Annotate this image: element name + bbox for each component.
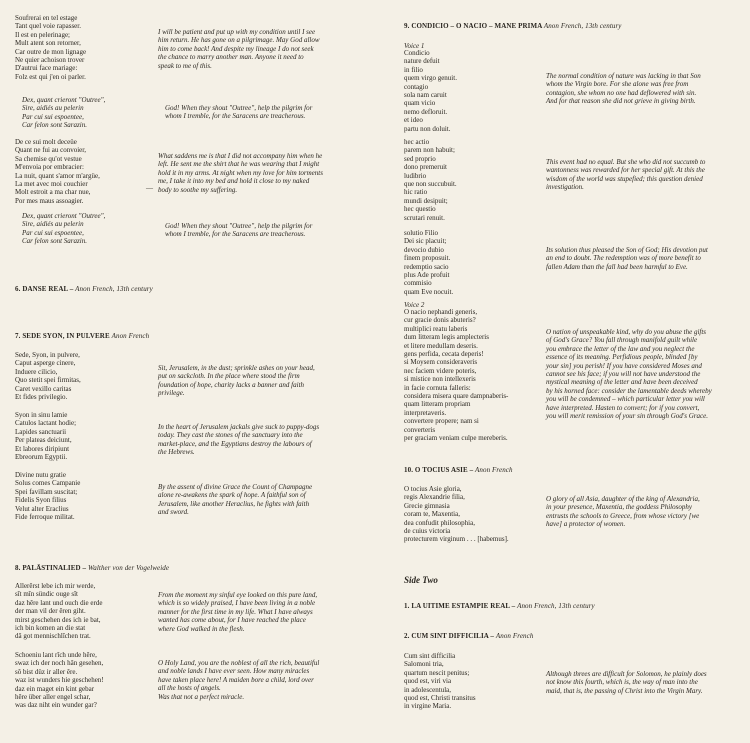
- text-line: not know this fourth, which is, the way of man into the: [546, 678, 698, 687]
- text-line: gens perfida, cecata deperis!: [404, 350, 484, 359]
- track-number: 6.: [15, 285, 21, 293]
- text-line: cannot see his face; if you will not have understood the: [546, 370, 701, 379]
- text-line: Caret vexillo caritas: [15, 384, 72, 393]
- text-line: Its solution thus pleased the Son of God; His devotion put: [546, 246, 708, 254]
- text-line: mystical meaning of the letter and have been deceived: [546, 378, 698, 387]
- text-line: Syon in sinu lamie: [15, 411, 68, 419]
- text-line: O nacio nephandi generis,: [404, 308, 478, 316]
- text-line: Soufrerai en tel estage: [15, 14, 78, 22]
- track-heading-7: [15, 332, 149, 340]
- verse-block: [404, 49, 534, 133]
- translation-block: [158, 659, 368, 701]
- text-line: you embrace the letter of the law and you neglect the: [546, 344, 695, 353]
- separator: –: [67, 285, 76, 293]
- text-line: Par cui sui espoentee,: [22, 228, 84, 237]
- text-line: converteris: [404, 425, 436, 434]
- text-line: hec actio: [404, 138, 430, 146]
- translation-block: [165, 222, 370, 239]
- text-line: coram te, Maxentia,: [404, 510, 460, 519]
- text-line: Molt estroit a ma char nue,: [15, 188, 91, 197]
- translation-block: [546, 670, 741, 695]
- verse-block: [15, 138, 155, 205]
- text-line: market-place, and the Egyptians destroy the labours of: [158, 439, 312, 448]
- text-line: maid, that is, the passing of Christ into the Virgin Mary.: [546, 686, 703, 695]
- text-line: Allerêrst lebe ich mir werde,: [15, 582, 96, 590]
- track-title: CUM SINT DIFFICILIA: [411, 632, 489, 640]
- translation-block: [158, 483, 368, 517]
- text-line: swaz ich der noch hân gesehen,: [15, 659, 104, 668]
- text-line: parem non habuit;: [404, 146, 455, 155]
- text-line: Car felon sont Sarazin.: [22, 237, 87, 246]
- text-line: per graciam veniam culpe mereberis.: [404, 434, 508, 443]
- text-line: Lapides sanctuarii: [15, 427, 67, 436]
- text-line: hec questio: [404, 205, 436, 214]
- side-two-heading: Side Two: [404, 575, 438, 585]
- text-line: manner for the first time in my life. What I have always: [158, 607, 313, 616]
- text-line: Sede, Syon, in pulvere,: [15, 351, 80, 359]
- text-line: La nuit, quant s'amor m'argüe,: [15, 171, 100, 180]
- text-line: mundi desipuit;: [404, 196, 448, 205]
- separator: –: [509, 602, 518, 610]
- track-title: CONDICIO – O NACIO – MANE PRIMA: [411, 22, 542, 30]
- text-line: que non succubuit.: [404, 180, 457, 189]
- translation-block: [546, 158, 741, 192]
- text-line: Divine nutu gratie: [15, 471, 66, 479]
- track-heading-8: [15, 564, 169, 572]
- text-line: in adolescentula,: [404, 685, 452, 694]
- text-line: de cuius victoria: [404, 527, 451, 536]
- text-line: body to soothe my suffering.: [158, 185, 238, 194]
- track-number: 9.: [404, 22, 410, 30]
- text-line: interpretaveris.: [404, 408, 447, 417]
- translation-block: [158, 591, 368, 633]
- verse-block: [15, 471, 145, 521]
- track-attribution: Walther von der Vogelweide: [87, 564, 170, 572]
- text-line: all the hosts of angels.: [158, 684, 221, 693]
- text-line: Et fides privilegio.: [15, 393, 68, 402]
- text-line: devocio dubio: [404, 245, 444, 254]
- text-line: quam vicio: [404, 99, 436, 108]
- verse-block: [404, 229, 534, 296]
- text-line: finem proposuit.: [404, 254, 451, 263]
- text-line: waz ist wunders hie geschehen!: [15, 676, 104, 685]
- text-line: Condicio: [404, 49, 430, 57]
- separator: –: [80, 564, 88, 572]
- text-line: Folz est qui j'en oi parler.: [15, 72, 86, 81]
- translation-block: [546, 328, 741, 420]
- text-line: Cum sint difficilia: [404, 652, 456, 660]
- text-line: mirst geschehen des ich ie bat,: [15, 615, 101, 624]
- track-attribution: Anon French: [111, 332, 150, 340]
- track-attribution: Anon French, 13th century: [543, 22, 622, 30]
- text-line: Car outre de mon lignage: [15, 47, 87, 56]
- text-line: investigation.: [546, 183, 584, 192]
- text-line: whom I tremble, for the Saracens are treacherous.: [165, 112, 306, 121]
- text-line: wanted has come about, for I have reached the place: [158, 616, 306, 625]
- text-line: in facie cornuta falleris:: [404, 383, 471, 392]
- text-line: Fidelis Syon filius: [15, 496, 67, 505]
- text-line: where God walked in the flesh.: [158, 624, 245, 633]
- text-line: of God's Grace? You fall through manifold guilt while: [546, 336, 698, 345]
- track-attribution: Anon French: [495, 632, 534, 640]
- text-line: Jerusalem, like another Heraclius, he fights with faith: [158, 499, 310, 508]
- text-line: foundation of hope, charity lacks a banner and faith: [158, 380, 305, 389]
- text-line: left. He sent me the shirt that he was wearing that I might: [158, 160, 320, 169]
- text-line: speak to me of this.: [158, 61, 212, 70]
- track-title: PALÄSTINALIED: [22, 564, 81, 572]
- text-line: in virgine Maria.: [404, 702, 452, 711]
- text-line: Par cui sui espoentee,: [22, 112, 84, 121]
- text-line: in filio: [404, 65, 423, 74]
- text-line: This event had no equal. But she who did not succumb to: [546, 158, 706, 166]
- text-line: have taken place here! A maiden bore a child, lord over: [158, 675, 314, 684]
- text-line: Catulos lactant hodie;: [15, 419, 77, 428]
- track-attribution: Anon French: [475, 466, 513, 474]
- text-line: nec faciem videre poteris,: [404, 366, 477, 375]
- text-line: God! When they shout "Outree", help the pilgrim for: [165, 104, 313, 112]
- text-line: was daz niht ein wunder gar?: [15, 701, 97, 710]
- text-line: Car felon sont Sarazin.: [22, 121, 87, 130]
- text-line: today. They cast the stones of the sanctuary into the: [158, 431, 303, 440]
- text-line: hêre über aller engel schar,: [15, 693, 91, 702]
- text-line: nature defuit: [404, 57, 440, 66]
- text-line: by his horned face: consider the lamentable deeds whereby: [546, 386, 712, 395]
- text-line: dâ got mennischlîchen trat.: [15, 632, 91, 641]
- text-line: hold it in my arms. At night when my love for him torments: [158, 168, 323, 177]
- text-line: ich bin komen an die stat: [15, 624, 86, 633]
- text-line: have] a protector of women.: [546, 520, 626, 529]
- text-line: Salomoni tria,: [404, 660, 444, 669]
- text-line: Dei sic placuit;: [404, 237, 447, 246]
- text-line: wisdom of the world was stupefied; this question denied: [546, 174, 703, 183]
- text-line: fallen Adam than the fall had been harmful to Eve.: [546, 262, 688, 271]
- text-line: Por mes maus assoagier.: [15, 196, 84, 205]
- text-line: O glory of all Asia, daughter of the king of Alexandria,: [546, 495, 700, 503]
- text-line: an end to doubt. The redemption was of more benefit to: [546, 254, 701, 263]
- verse-block: [15, 14, 155, 81]
- translation-block: [546, 246, 741, 271]
- text-line: The normal condition of nature was lacking in that Son: [546, 72, 701, 80]
- text-line: partu non doluit.: [404, 124, 451, 133]
- text-line: your sin] you perish! If you have considered Moses and: [546, 361, 702, 370]
- text-line: si Moysem consideraveris: [404, 358, 478, 367]
- text-line: him return. He has gone on a pilgrimage. May God allow: [158, 36, 320, 45]
- text-line: dono premeruit: [404, 163, 447, 172]
- track-heading-2: [404, 632, 533, 640]
- verse-block: [15, 411, 145, 461]
- voice-label: Voice 1: [404, 42, 425, 50]
- text-line: quartum nescit penitus;: [404, 668, 470, 677]
- text-line: M'envoia por embracier:: [15, 163, 84, 172]
- translation-block: [546, 72, 741, 106]
- translation-block: [158, 152, 368, 194]
- dash-mark: —: [146, 184, 153, 192]
- text-line: Although threes are difficult for Solomon, he plainly does: [546, 670, 707, 678]
- text-line: daz hêre lant und ouch die erde: [15, 598, 103, 607]
- text-line: By the assent of divine Grace the Count of Champagne: [158, 483, 313, 491]
- text-line: Solus comes Campanie: [15, 479, 81, 488]
- track-number: 10.: [404, 466, 414, 474]
- text-line: dea confudit philosophia,: [404, 518, 475, 527]
- text-line: Ebreorum Egyptii.: [15, 453, 68, 462]
- text-line: in your presence, Maxentia, the goddess Philosophy: [546, 503, 692, 512]
- text-line: Il est en pelerinage;: [15, 30, 71, 39]
- text-line: and sword.: [158, 508, 189, 517]
- text-line: Dex, quant crieront "Outree",: [22, 212, 106, 220]
- track-title: DANSE REAL: [22, 285, 68, 293]
- text-line: From the moment my sinful eye looked on this pure land,: [158, 591, 318, 599]
- text-line: put on sackcloth. In the place where stood the firm: [158, 372, 300, 381]
- text-line: And for that reason she did not grieve in giving birth.: [546, 97, 696, 106]
- track-number: 7.: [15, 332, 21, 340]
- refrain-block: [22, 96, 162, 130]
- text-line: privilege.: [158, 389, 185, 398]
- translation-block: [546, 495, 741, 529]
- track-heading-9: [404, 22, 622, 30]
- text-line: What saddens me is that I did not accompany him when he: [158, 152, 323, 160]
- text-line: Was that not a perfect miracle.: [158, 692, 245, 701]
- text-line: Caput asperge cinere,: [15, 359, 76, 368]
- text-line: Sit, Jerusalem, in the dust; sprinkle ashes on your head,: [158, 364, 315, 372]
- text-line: sît mîn sündic ouge sît: [15, 590, 78, 599]
- text-line: alone re-awakens the spark of hope. A faithful son of: [158, 491, 306, 500]
- text-line: entrusts the schools to Greece, from whose victory [we: [546, 511, 700, 520]
- track-title: O TOCIUS ASIE: [414, 466, 468, 474]
- text-line: you will merit remission of your sin through God's Grace.: [546, 412, 708, 421]
- track-title: LA UITIME ESTAMPIE REAL: [411, 602, 510, 610]
- text-line: quod est, Christi transitus: [404, 694, 476, 703]
- text-line: multiplici reatu laberis: [404, 324, 468, 333]
- text-line: Grecie gimnasia: [404, 501, 450, 510]
- text-line: dum litteram legis amplecteris: [404, 333, 489, 342]
- text-line: Sire, aidiés au pelerin: [22, 220, 84, 229]
- text-line: Sire, aidiés au pelerin: [22, 104, 84, 113]
- translation-block: [165, 104, 370, 121]
- text-line: Spei favillam suscitat;: [15, 487, 78, 496]
- track-attribution: Anon French, 13th century: [517, 602, 595, 610]
- text-line: Dex, quant crieront "Outree",: [22, 96, 106, 104]
- text-line: I will be patient and put up with my condition until I see: [158, 28, 316, 36]
- text-line: der man vil der êren giht.: [15, 607, 86, 616]
- text-line: hic ratio: [404, 188, 428, 197]
- text-line: Velut alter Eraclius: [15, 504, 69, 513]
- text-line: daz ein maget ein kint gebar: [15, 684, 95, 693]
- text-line: si mistice non intellexeris: [404, 375, 476, 384]
- text-line: whom the Virgin bore. For she alone was free from: [546, 80, 689, 89]
- text-line: In the heart of Jerusalem jackals give suck to puppy-dogs: [158, 423, 320, 431]
- text-line: commisio: [404, 279, 432, 288]
- track-number: 8.: [15, 564, 21, 572]
- text-line: and noble lands I have ever seen. How many miracles: [158, 667, 310, 676]
- text-line: Mult atent son retorner,: [15, 39, 81, 48]
- text-line: ludibrio: [404, 171, 427, 180]
- voice-label: Voice 2: [404, 301, 425, 309]
- text-line: O nation of unspeakable kind, why do you abuse the gifts: [546, 328, 707, 336]
- translation-block: [158, 423, 368, 457]
- text-line: Quo stetit spei firmitas,: [15, 376, 81, 385]
- text-line: redemptio sacio: [404, 262, 449, 271]
- text-line: La met avec moi couchier: [15, 180, 88, 189]
- separator: –: [467, 466, 476, 474]
- text-line: Ne quier achoison trover: [15, 56, 85, 65]
- text-line: have interpreted. Hasten to convert; for if you convert,: [546, 403, 700, 412]
- track-heading-10: [404, 466, 513, 474]
- verse-block: [404, 138, 534, 222]
- text-line: Fide ferroque militat.: [15, 513, 75, 522]
- text-line: regis Alexandrie filia,: [404, 493, 465, 502]
- verse-block: [404, 308, 544, 443]
- text-line: cur gracie donis abuteris?: [404, 316, 476, 325]
- text-line: protecturem virginum . . . [habemus].: [404, 535, 509, 544]
- text-line: which is so widely praised, I have been living in a noble: [158, 599, 316, 608]
- text-line: Per plateas deiciunt,: [15, 436, 72, 445]
- verse-block: [15, 582, 155, 641]
- text-line: Tant quel voie rapasser.: [15, 22, 81, 31]
- text-line: him to come back! And despite my lineage I do not seek: [158, 44, 314, 53]
- text-line: quem virgo genuit.: [404, 74, 457, 83]
- text-line: sô bist düz ir aller êre.: [15, 667, 78, 676]
- text-line: considera misera quare dampnaberis-: [404, 392, 509, 401]
- text-line: Schoeniu lant rîch unde hêre,: [15, 651, 97, 659]
- text-line: quam Eve nocuit.: [404, 287, 454, 296]
- verse-block: [404, 652, 544, 711]
- verse-block: [404, 485, 544, 544]
- text-line: plus Ade profuit: [404, 271, 450, 280]
- text-line: solutio Filio: [404, 229, 439, 237]
- text-line: sola nam caruit: [404, 91, 447, 100]
- track-title: SEDE SYON, IN PULVERE: [22, 332, 110, 340]
- text-line: God! When they shout "Outree", help the pilgrim for: [165, 222, 313, 230]
- text-line: wantonness was rewarded for her special gift. At this the: [546, 166, 705, 175]
- text-line: O tocius Asie gloria,: [404, 485, 462, 493]
- text-line: quod est, viri via: [404, 677, 452, 686]
- text-line: quam litteram propriam: [404, 400, 471, 409]
- track-number: 1.: [404, 602, 410, 610]
- track-attribution: Anon French, 13th century: [75, 285, 153, 293]
- text-line: you will be condemned – which particular letter you will: [546, 395, 705, 404]
- text-line: et litere medullam deseris.: [404, 341, 478, 350]
- text-line: essence of its meaning. Perfidious people, blinded [by: [546, 353, 698, 362]
- track-heading-1: [404, 602, 595, 610]
- text-line: sed proprio: [404, 154, 436, 163]
- text-line: scrutari renuit.: [404, 213, 445, 222]
- text-line: Quant ne fui au convoier,: [15, 146, 87, 155]
- track-number: 2.: [404, 632, 410, 640]
- text-line: convertere propere; nam si: [404, 417, 479, 426]
- text-line: contagion, she whom no one had deflowered with sin.: [546, 88, 697, 97]
- text-line: whom I tremble, for the Saracens are treacherous.: [165, 230, 306, 239]
- separator: –: [488, 632, 496, 640]
- text-line: Sa chemise qu'ot vestue: [15, 154, 82, 163]
- text-line: Induere cilicio,: [15, 367, 58, 376]
- translation-block: [158, 364, 368, 398]
- text-line: Et labores diripiunt: [15, 444, 70, 453]
- text-line: me, I take it into my bed and hold it close to my naked: [158, 177, 310, 186]
- text-line: the chance to marry another man. Anyone it need to: [158, 53, 304, 62]
- text-line: nemo defloruit.: [404, 107, 448, 116]
- text-line: the Hebrews.: [158, 448, 195, 457]
- text-line: contagio: [404, 82, 429, 91]
- text-line: De ce sui molt deceüe: [15, 138, 77, 146]
- refrain-block: [22, 212, 162, 246]
- text-line: O Holy Land, you are the noblest of all the rich, beautiful: [158, 659, 320, 667]
- translation-block: [158, 28, 368, 70]
- text-line: et ideo: [404, 116, 423, 125]
- verse-block: [15, 651, 155, 710]
- track-heading-6: [15, 285, 153, 293]
- verse-block: [15, 351, 145, 401]
- text-line: D'autrui face mariage:: [15, 64, 78, 73]
